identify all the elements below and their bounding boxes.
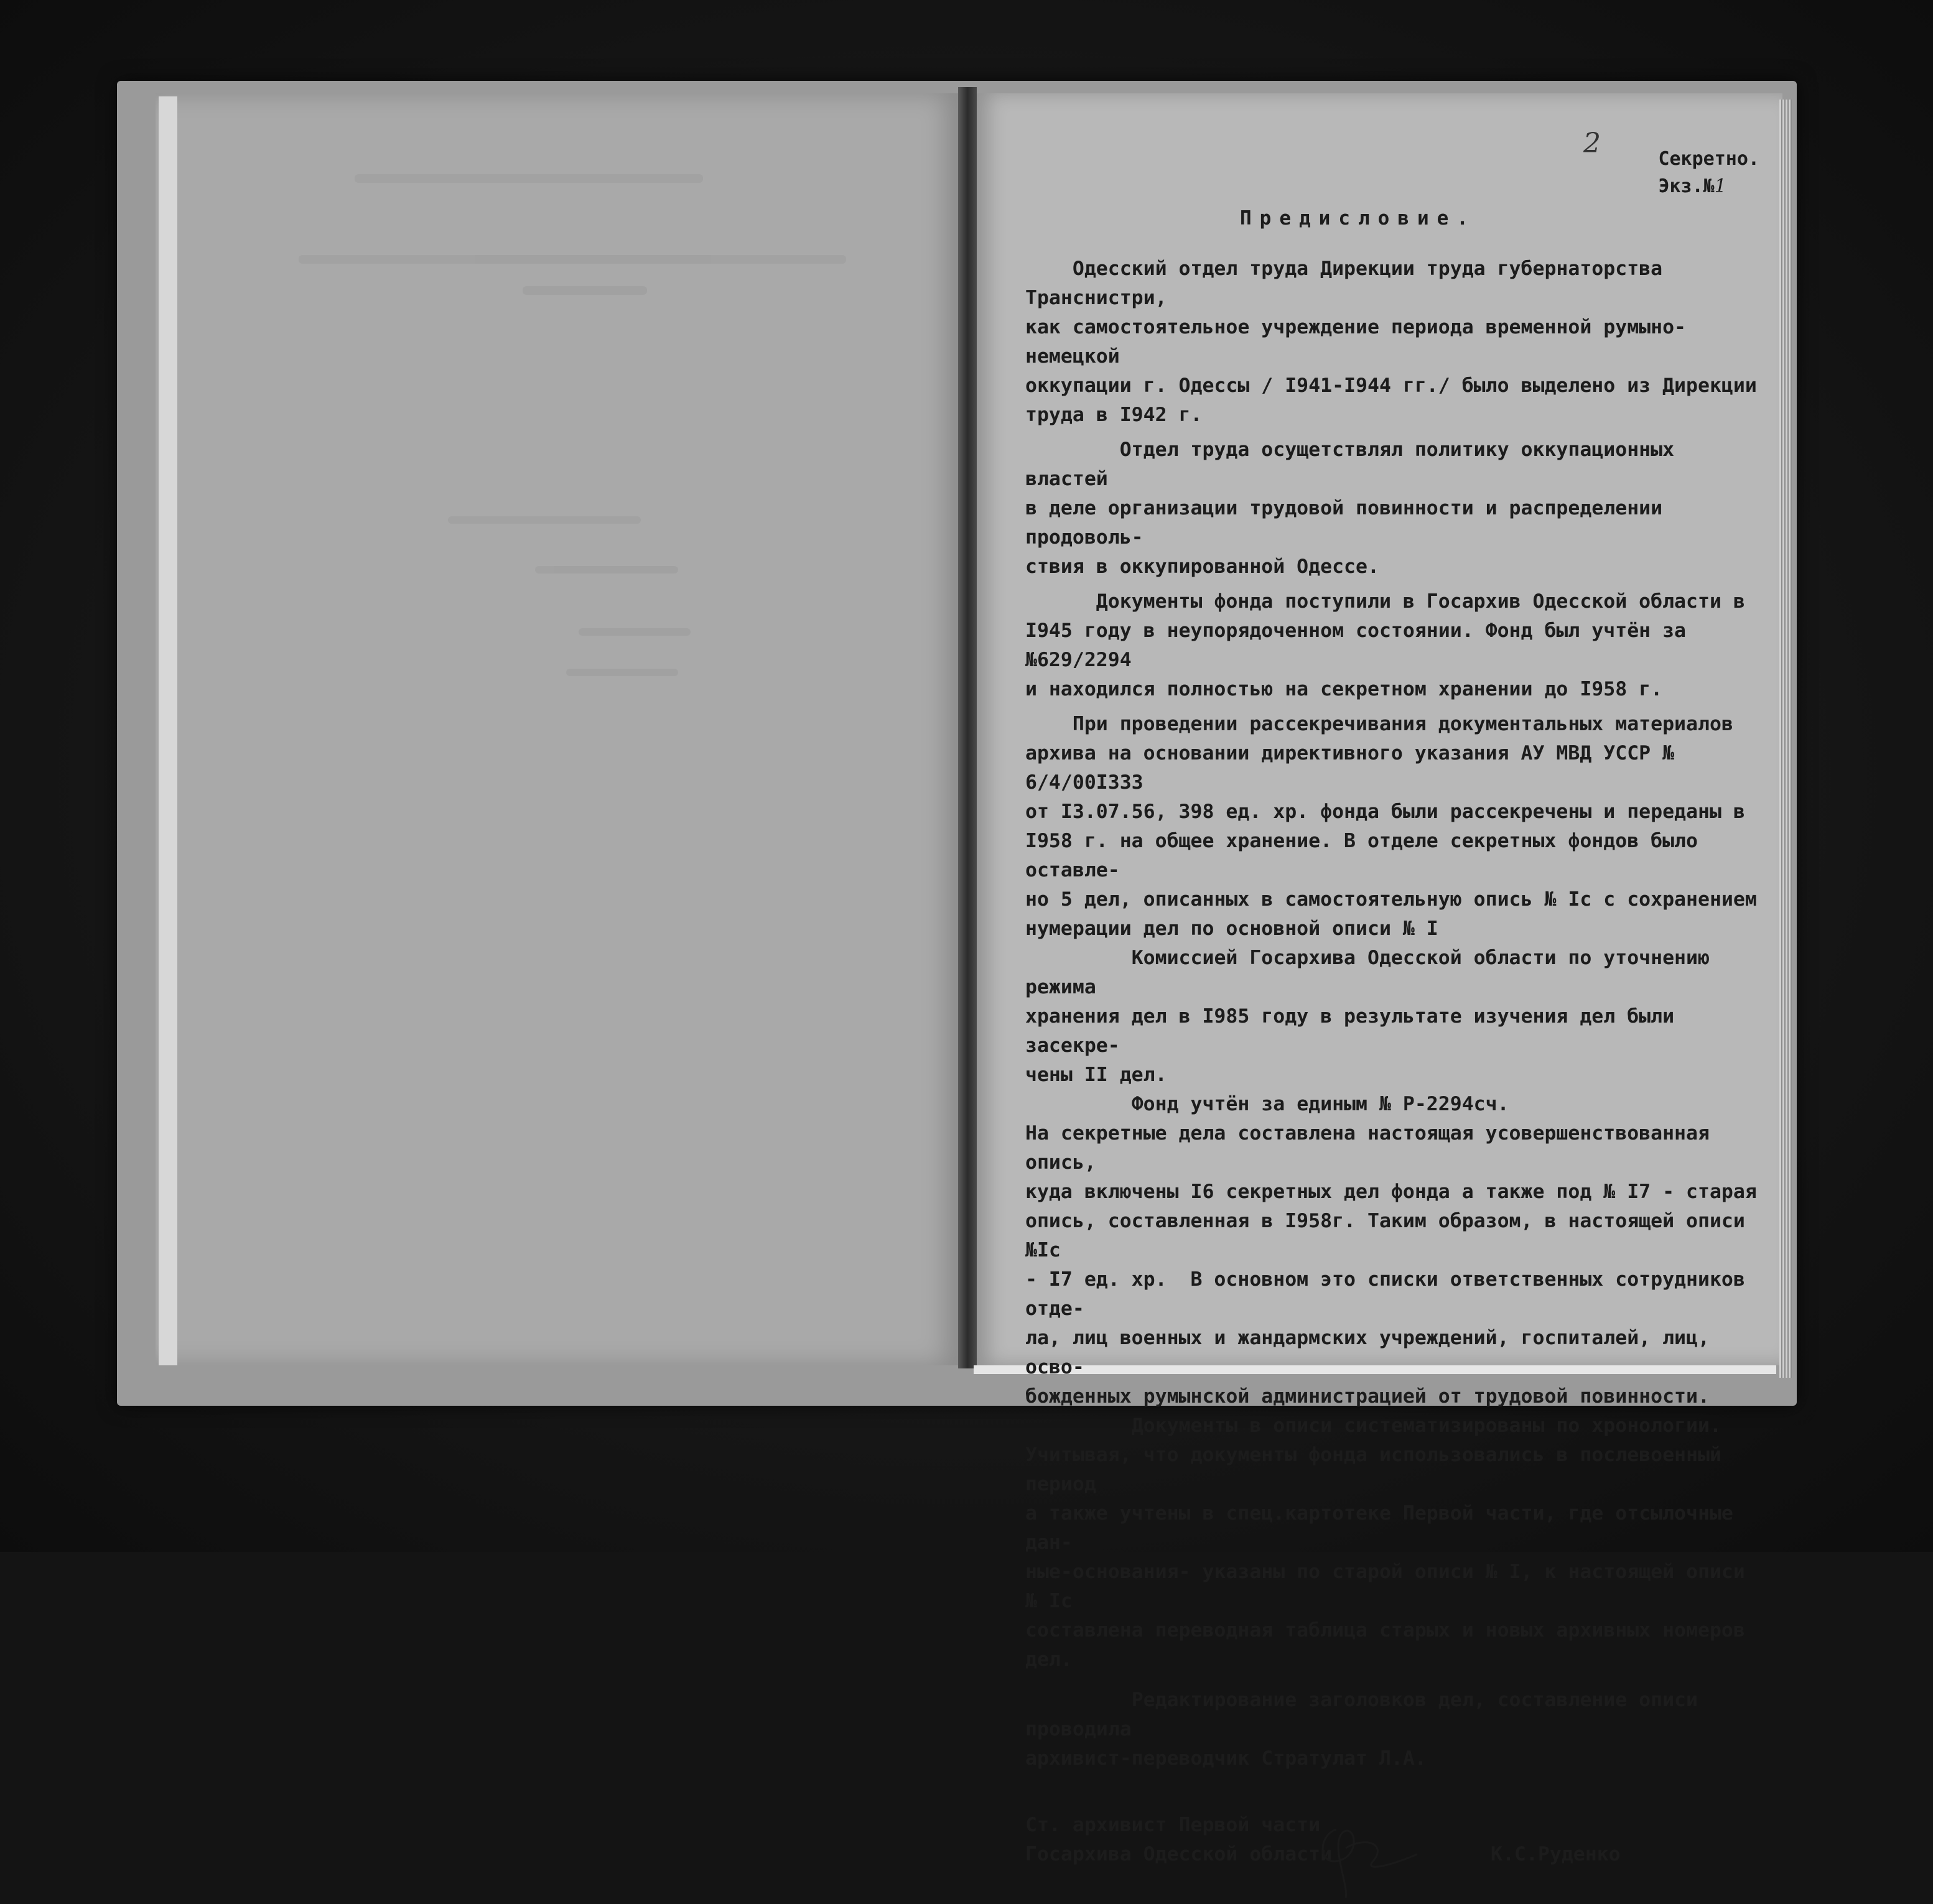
left-page-bleed-through [156,93,958,1365]
secrecy-stamp [1658,146,1759,200]
paragraph-4: При проведении рассекречивания документальных материалов архива на основании директивного указания АУ МВД УССР № 6/4/00I333 от I3.07.56, 398 ед. хр. фонда были рассекречены и переданы в I958 г. на общее хранение. В отделе секретных фондов было оставле- но 5 дел, описанных в самостоятельную опись № Iс с сохранением нумерации дел по основной описи № I Комиссией Госархива Одесской области по уточнению режима хранения дел в I985 году в результате изучения дел были засекре- чены II дел. Фонд учтён за единым № Р-2294сч. На секретные дела составлена настоящая усовершенствованная опись, куда включены I6 секретных дел фонда а также под № I7 - старая опись, составленная в I958г. Таким образом, в настоящей описи №Iс - I7 ед. хр. В основном это списки ответственных сотрудников отде- ла, лиц военных и жандармских учреждений, госпиталей, лиц, осво- божденных румынской администрацией от трудовой повинности. Документы в описи систематизированы по хронологии. Учитывая, что документы фонда использовались в послевоенный период а также учтены в спец.картотеке Первой части, где отсылочные дан- ные-основания- указаны по старой описи № I, к настоящей описи № Iс составлена переводная таблица старых и новых архивных номеров дел. [1025,713,1757,1671]
document-heading: Предисловие. [1240,207,1476,230]
document-page [1025,131,1759,1885]
paragraph-1: Одесский отдел труда Дирекции труда губернаторства Транснистри, как самостоятельное учреждение периода временной румыно-немецкой оккупации г. Одессы / I941-I944 гг./ было выделено из Дирекции труда в I942 г. [1025,258,1757,426]
page-stack-edge [1779,100,1792,1378]
page-number: 2 [1583,128,1601,159]
paragraph-3: Документы фонда поступили в Госархив Одесской области в I945 году в неупорядоченном состоянии. Фонд был учтён за №629/2294 и находился полностью на секретном хранении до I958 г. [1025,590,1745,700]
secret-label: Секретно. [1658,148,1759,170]
book-gutter [958,87,977,1368]
handwritten-signature [1311,1811,1423,1904]
signatory-title: Ст. архивист Первой части Госархива Одесской области [1025,1814,1333,1865]
paragraph-2: Отдел труда осущетствлял политику оккупационных властей в деле организации трудовой повинности и распределении продоволь- ствия в оккупированной Одессе. [1025,439,1675,578]
signatory-name: К.С.Руденко [1491,1843,1621,1865]
copy-number-line [1658,173,1759,200]
paragraph-5: Редактирование заголовков дел, составление описи проводила архивист-переводчик Стратулат Л.А. [1025,1689,1698,1770]
signature-block [1025,1811,1759,1885]
copy-mark: 1 [1714,175,1726,197]
copy-label: Экз.№ [1658,175,1715,197]
